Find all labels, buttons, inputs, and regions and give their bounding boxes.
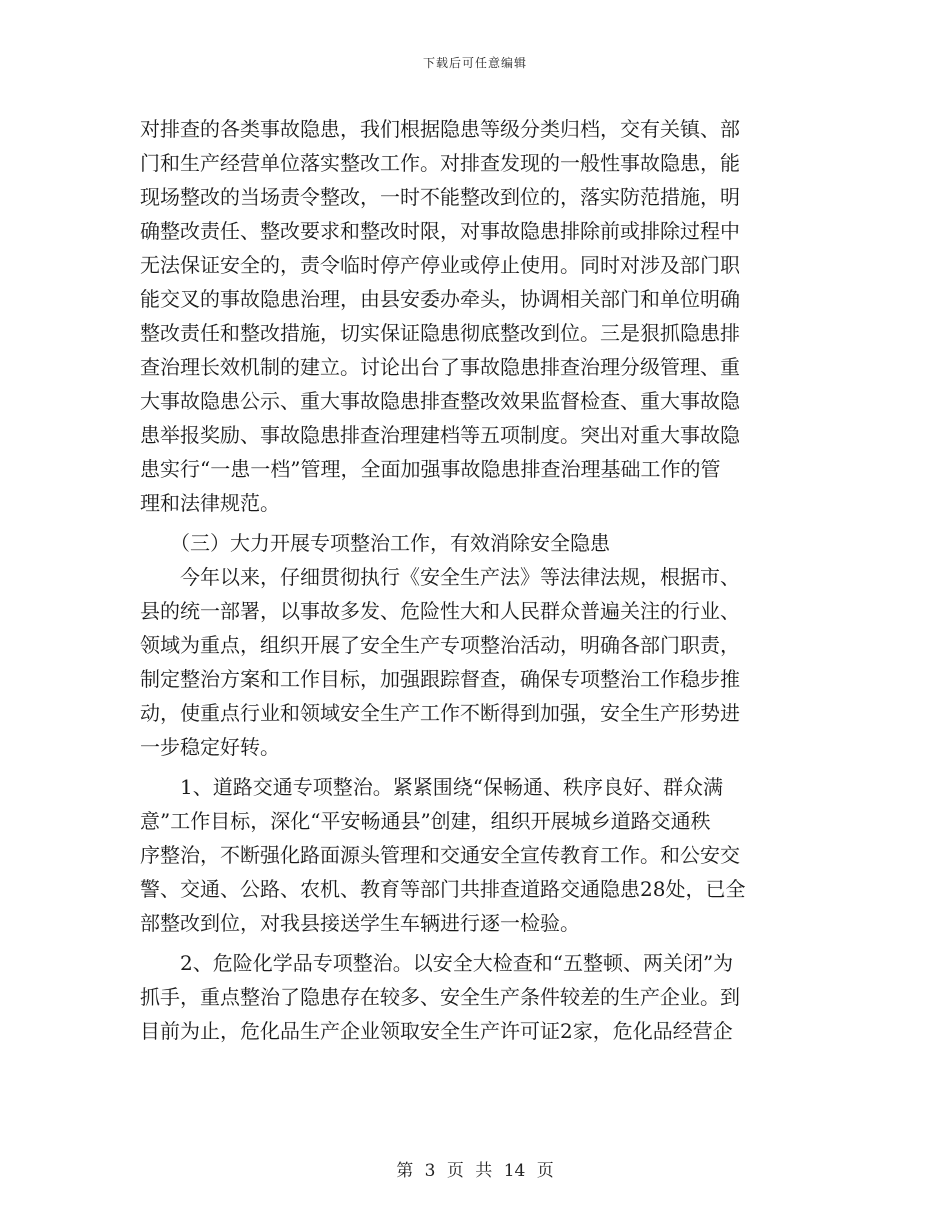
- text-line: 意”工作目标，深化“平安畅通县”创建，组织开展城乡道路交通秩: [140, 809, 711, 833]
- text-line: 无法保证安全的，责令临时停产停业或停止使用。同时对涉及部门职: [140, 253, 740, 277]
- total-pages: 14: [503, 1161, 526, 1181]
- text-line: 现场整改的当场责令整改，一时不能整改到位的，落实防范措施，明: [140, 185, 740, 209]
- footer-ye: 页: [536, 1161, 554, 1181]
- footer-di: 第: [396, 1161, 414, 1181]
- text-line: 患实行“一患一档”管理，全面加强事故隐患排查治理基础工作的管: [140, 457, 721, 481]
- text-line: 患举报奖励、事故隐患排查治理建档等五项制度。突出对重大事故隐: [140, 423, 740, 447]
- text-line: 大事故隐患公示、重大事故隐患排查整改效果监督检查、重大事故隐: [140, 389, 740, 413]
- footer-gong: 共: [475, 1161, 493, 1181]
- text-line: 动，使重点行业和领域安全生产工作不断得到加强，安全生产形势进: [140, 701, 740, 725]
- page-footer: [0, 1156, 950, 1181]
- page-number: 3: [424, 1161, 436, 1181]
- text-line: 2、危险化学品专项整治。以安全大检查和“五整顿、两关闭”为: [140, 951, 734, 975]
- text-line: 对排查的各类事故隐患，我们根据隐患等级分类归档，交有关镇、部: [140, 117, 740, 141]
- text-line: 抓手，重点整治了隐患存在较多、安全生产条件较差的生产企业。到: [140, 985, 740, 1009]
- text-line: 县的统一部署，以事故多发、危险性大和人民群众普遍关注的行业、: [140, 599, 740, 623]
- section-heading: （三）大力开展专项整治工作，有效消除安全隐患: [140, 531, 610, 555]
- text-line: 门和生产经营单位落实整改工作。对排查发现的一般性事故隐患，能: [140, 151, 740, 175]
- text-line: 部整改到位，对我县接送学生车辆进行逐一检验。: [140, 911, 580, 935]
- text-line: 理和法律规范。: [140, 491, 280, 515]
- text-line: 领域为重点，组织开展了安全生产专项整治活动，明确各部门职责，: [140, 633, 740, 657]
- text-line: 整改责任和整改措施，切实保证隐患彻底整改到位。三是狠抓隐患排: [140, 321, 740, 345]
- text-line: 一步稳定好转。: [140, 735, 280, 759]
- text-line: 序整治，不断强化路面源头管理和交通安全宣传教育工作。和公安交: [140, 843, 740, 867]
- text-line: 确整改责任、整改要求和整改时限，对事故隐患排除前或排除过程中: [140, 219, 740, 243]
- page-header: 下载后可任意编辑: [422, 56, 527, 70]
- text-line: 目前为止，危化品生产企业领取安全生产许可证2家，危化品经营企: [140, 1019, 733, 1043]
- text-line: 警、交通、公路、农机、教育等部门共排查道路交通隐患28处，已全: [140, 877, 746, 901]
- text-line: 查治理长效机制的建立。讨论出台了事故隐患排查治理分级管理、重: [140, 355, 740, 379]
- text-line: 制定整治方案和工作目标，加强跟踪督查，确保专项整治工作稳步推: [140, 667, 740, 691]
- text-line: 能交叉的事故隐患治理，由县安委办牵头，协调相关部门和单位明确: [140, 287, 740, 311]
- text-line: 今年以来，仔细贯彻执行《安全生产法》等法律法规，根据市、: [140, 565, 740, 589]
- footer-ye: 页: [446, 1161, 464, 1181]
- document-body: [140, 112, 812, 1048]
- text-line: 1、道路交通专项整治。紧紧围绕“保畅通、秩序良好、群众满: [140, 775, 723, 799]
